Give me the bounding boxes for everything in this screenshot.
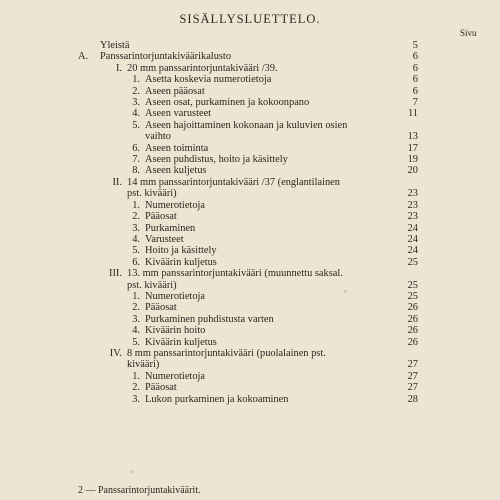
toc-entry-title: Numerotietoja (145, 290, 206, 302)
toc-entry (78, 108, 418, 119)
toc-entry-page: 27 (407, 370, 418, 382)
toc-entry-title: Kiväärin kuljetus (145, 336, 217, 348)
toc-entry (78, 86, 418, 97)
toc-entry (78, 165, 418, 176)
toc-entry (78, 394, 418, 405)
toc-entry-number: 6. (132, 256, 140, 268)
toc-entry (78, 371, 418, 382)
toc-entry-title: Aseen hajoittaminen kokonaan ja kuluvien osien (145, 119, 348, 131)
toc-entry-number: I. (115, 62, 122, 74)
toc-entry (78, 120, 418, 131)
toc-entry-page: 17 (407, 142, 418, 154)
toc-entry (78, 348, 418, 359)
toc-entry-title: Asetta koskevia numerotietoja (145, 74, 272, 86)
toc-entry-number: 2. (132, 302, 140, 314)
toc-entry-number: 1. (132, 290, 140, 302)
table-of-contents (78, 40, 418, 405)
toc-entry (78, 291, 418, 302)
toc-entry (78, 223, 418, 234)
toc-entry-page: 25 (407, 279, 418, 291)
page-footer: 2 — Panssarintorjuntakiväärit. (78, 485, 201, 496)
toc-entry-page: 28 (407, 393, 418, 405)
toc-entry-title: Aseen pääosat (145, 85, 205, 97)
toc-entry (78, 63, 418, 74)
toc-entry-title: Pääosat (145, 382, 177, 394)
toc-entry-title: Aseen varusteet (145, 108, 212, 120)
toc-entry-page: 11 (407, 108, 418, 120)
toc-entry-title: Yleistä (100, 40, 130, 51)
toc-entry-title: 13. mm panssarintorjuntakivääri (muunnettu saksal. (127, 268, 343, 280)
paper-stain (130, 470, 133, 473)
toc-entry-number: 4. (132, 108, 140, 120)
toc-entry-page: 20 (407, 165, 418, 177)
toc-entry-title: Hoito ja käsittely (145, 245, 217, 257)
toc-entry-page: 24 (407, 233, 418, 245)
toc-entry-title: Numerotietoja (145, 199, 206, 211)
toc-entry-continuation (78, 280, 418, 291)
toc-entry-page: 23 (407, 199, 418, 211)
toc-entry (78, 325, 418, 336)
toc-entry-number: 1. (132, 74, 140, 86)
toc-entry (78, 200, 418, 211)
toc-entry-number: A. (78, 51, 89, 63)
toc-entry-number: 1. (132, 199, 140, 211)
toc-entry-number: 3. (132, 222, 140, 234)
toc-entry-title-continued: pst. kivääri) (127, 188, 177, 200)
toc-entry-number: IV. (109, 347, 122, 359)
toc-entry-number: II. (112, 176, 122, 188)
toc-entry-title-continued: pst. kivääri) (127, 279, 177, 291)
toc-entry-title-continued: vaihto (145, 131, 171, 143)
toc-entry-page: 6 (412, 62, 418, 74)
toc-entry-title: Purkaminen (145, 222, 196, 234)
toc-entry-continuation (78, 359, 418, 370)
toc-entry-page: 27 (407, 359, 418, 371)
toc-entry-number: 5. (132, 336, 140, 348)
toc-entry (78, 245, 418, 256)
toc-entry-title: Kiväärin hoito (145, 325, 206, 337)
toc-entry-title: 20 mm panssarintorjuntakivääri /39. (127, 62, 278, 74)
toc-entry (78, 97, 418, 108)
toc-entry-title: Aseen toiminta (145, 142, 209, 154)
toc-entry-number: 5. (132, 119, 140, 131)
toc-entry (78, 40, 418, 51)
toc-entry (78, 314, 418, 325)
toc-entry (78, 382, 418, 393)
toc-entry-number: 2. (132, 85, 140, 97)
page-title: SISÄLLYSLUETTELO. (179, 12, 321, 26)
toc-entry-page: 23 (407, 211, 418, 223)
toc-entry-title: Pääosat (145, 302, 177, 314)
toc-entry (78, 154, 418, 165)
toc-entry-number: 4. (132, 325, 140, 337)
toc-entry (78, 177, 418, 188)
toc-entry-number: 2. (132, 382, 140, 394)
toc-entry-title-continued: kivääri) (127, 359, 160, 371)
toc-entry-title: Aseen osat, purkaminen ja kokoonpano (145, 97, 310, 109)
toc-entry-page: 25 (407, 290, 418, 302)
toc-entry-page: 6 (412, 74, 418, 86)
toc-entry-number: 2. (132, 211, 140, 223)
toc-entry-continuation (78, 188, 418, 199)
toc-entry-page: 27 (407, 382, 418, 394)
toc-entry-continuation (78, 131, 418, 142)
toc-entry-title: Purkaminen puhdistusta varten (145, 313, 274, 325)
toc-entry-number: 8. (132, 165, 140, 177)
toc-entry-title: Panssarintorjuntakiväärikalusto (100, 51, 232, 63)
toc-entry-number: 4. (132, 233, 140, 245)
toc-entry-number: 5. (132, 245, 140, 257)
toc-entry (78, 74, 418, 85)
toc-entry (78, 211, 418, 222)
toc-entry-page: 24 (407, 245, 418, 257)
toc-entry-page: 25 (407, 256, 418, 268)
toc-entry-title: Kiväärin kuljetus (145, 256, 217, 268)
toc-entry-page: 6 (412, 51, 418, 63)
toc-entry (78, 234, 418, 245)
toc-entry-page: 7 (412, 97, 418, 109)
toc-entry-page: 26 (407, 325, 418, 337)
toc-entry-number: III. (109, 268, 122, 280)
toc-entry-number: 3. (132, 313, 140, 325)
toc-entry-page: 26 (407, 302, 418, 314)
toc-entry-title: Aseen kuljetus (145, 165, 207, 177)
toc-entry (78, 302, 418, 313)
toc-entry-page: 26 (407, 336, 418, 348)
toc-entry-page: 26 (407, 313, 418, 325)
toc-entry-number: 3. (132, 97, 140, 109)
toc-entry-page: 6 (412, 85, 418, 97)
toc-entry-number: 1. (132, 370, 140, 382)
toc-entry-title: 8 mm panssarintorjuntakivääri (puolalainen pst. (127, 347, 326, 359)
toc-entry-page: 5 (412, 40, 418, 51)
toc-entry-title: Varusteet (145, 233, 184, 245)
page-column-header: Sivu (460, 28, 477, 38)
toc-entry (78, 51, 418, 62)
toc-entry-page: 19 (407, 154, 418, 166)
toc-entry-page: 23 (407, 188, 418, 200)
toc-entry (78, 268, 418, 279)
toc-entry-title: Aseen puhdistus, hoito ja käsittely (145, 154, 288, 166)
toc-entry-title: Numerotietoja (145, 370, 206, 382)
toc-entry-number: 7. (132, 154, 140, 166)
toc-entry-number: 3. (132, 393, 140, 405)
toc-entry-title: Lukon purkaminen ja kokoaminen (145, 393, 289, 405)
toc-entry-page: 24 (407, 222, 418, 234)
toc-entry-title: Pääosat (145, 211, 177, 223)
toc-entry (78, 143, 418, 154)
toc-entry (78, 337, 418, 348)
toc-entry-page: 13 (407, 131, 418, 143)
toc-entry (78, 257, 418, 268)
toc-entry-number: 6. (132, 142, 140, 154)
paper-stain (344, 290, 347, 293)
toc-entry-title: 14 mm panssarintorjuntakivääri /37 (englantilainen (127, 176, 340, 188)
